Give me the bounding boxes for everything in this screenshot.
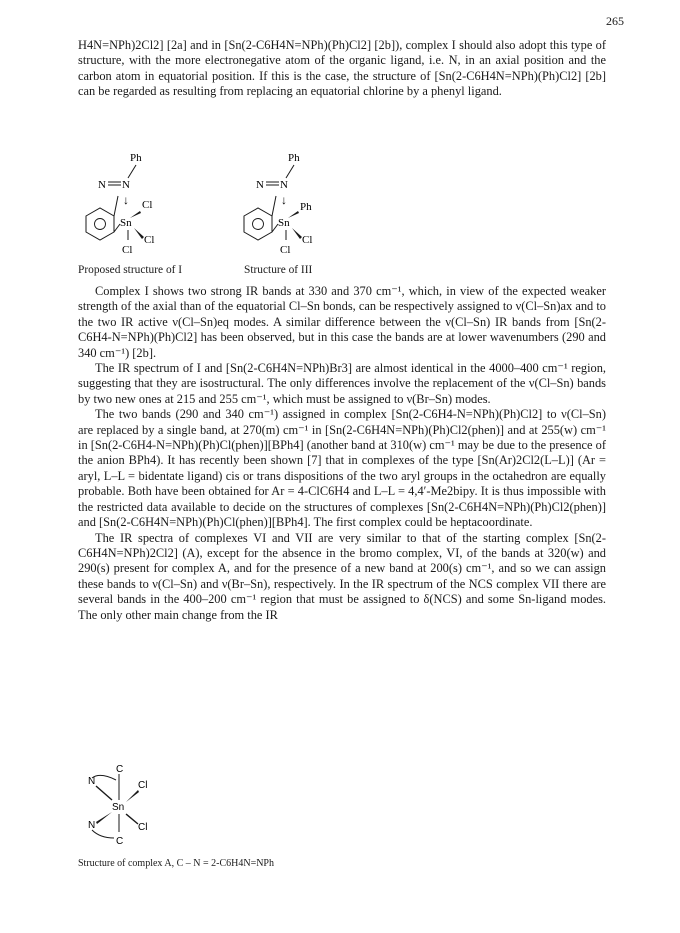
caption-structure-III: Structure of III (244, 264, 313, 276)
body-text-top (78, 38, 606, 100)
structure-proposed-I (86, 152, 154, 256)
atom-label-cl: Cl (122, 244, 133, 256)
atom-label-n: N (280, 179, 288, 191)
atom-label-cl: Cl (144, 234, 155, 246)
body-text-main (78, 284, 606, 623)
atom-label-sn: Sn (278, 217, 290, 229)
caption-complex-A: Structure of complex A, C – N = 2-C6H4N=NPh (78, 858, 274, 869)
arrow-coord: ↓ (281, 193, 287, 207)
figure-tin-structures (78, 148, 378, 273)
atom-label-cl: Cl (302, 234, 313, 246)
atom-label-cl: Cl (142, 199, 153, 211)
arrow-coord: ↓ (123, 193, 129, 207)
figure-complex-A (78, 758, 198, 858)
page-number: 265 (606, 14, 624, 28)
atom-label-n: N (122, 179, 130, 191)
atom-label-n: N (88, 776, 96, 787)
atom-label-n: N (88, 820, 96, 831)
atom-label-n: N (98, 179, 106, 191)
atom-label-sn: Sn (120, 217, 132, 229)
paragraph-ir-2: The IR spectrum of I and [Sn(2-C6H4N=NPh)Br3] are almost identical in the 4000–400 cm⁻¹ region, suggesting that they are isostructural. The only differences involve the replacement of the ν(Cl–Sn) bands by two new ones at 215 and 255 cm⁻¹, which must be assigned to ν(Br–Sn) modes. (78, 361, 606, 406)
paragraph-ir-4: The IR spectra of complexes VI and VII are very similar to that of the starting complex [Sn(2-C6H4N=NPh)2Cl2] (A), except for the absence in the bromo complex, VI, of the bands at 320(w) and 290(s) present for complex A, and for the presence of a new band at 200(s) cm⁻¹, and so we can assign these bands to ν(Cl–Sn) and ν(Br–Sn), respectively. In the IR spectrum of the NCS complex VII there are several bands in the 400–200 cm⁻¹ region that must be assigned to δ(NCS) and some Sn-ligand modes. The only other main change from the IR (78, 530, 606, 622)
atom-label-ph: Ph (300, 201, 312, 213)
atom-label-sn: Sn (112, 802, 125, 813)
paragraph-ir-3: The two bands (290 and 340 cm⁻¹) assigned in complex [Sn(2-C6H4-N=NPh)(Ph)Cl2] to ν(Cl–Sn) are replaced by a single band, at 270(m) cm⁻¹ in [Sn(2-C6H4N=NPh)(Ph)Cl2(phen)] and at 255(w) cm⁻¹ in [Sn(2-C6H4-N=NPh)(Ph)Cl(phen)][BPh4] (another band at 310(w) cm⁻¹ may be due to the presence of the anion BPh4). It has recently been shown [7] that in complexes of the type [Sn(Ar)2Cl2(L–L)] (Ar = aryl, L–L = bidentate ligand) cis or trans dispositions of the two aryl groups in the octahedron are equally probable. Both have been obtained for Ar = 4-ClC6H4 and L–L = 4,4′-Me2bipy. It is thus impossible with the restricted data available to decide on the structures of complexes [Sn(2-C6H4N=NPh)(Ph)Cl2(phen)] and [Sn(2-C6H4N=NPh)(Ph)Cl(phen)][BPh4]. The first complex could be heptacoordinate. (78, 407, 606, 530)
caption-proposed-structure-I: Proposed structure of I (78, 264, 183, 276)
paragraph-ir-1: Complex I shows two strong IR bands at 330 and 370 cm⁻¹, which, in view of the expected weaker strength of the axial than of the equatorial Cl–Sn bonds, can be respectively assigned to ν(Cl–Sn)ax and to the two IR active ν(Cl–Sn)eq modes. A similar difference between the ν(Cl–Sn) IR bands from [Sn(2-C6H4-N=NPh)(Ph)Cl2] has been observed, but in this case the bands are at lower wavenumbers (290 and 340 cm⁻¹) [2b]. (78, 284, 606, 360)
atom-label-c: C (116, 764, 124, 775)
atom-label-cl: Cl (138, 780, 148, 791)
paragraph-intro: H4N=NPh)2Cl2] [2a] and in [Sn(2-C6H4N=NPh)(Ph)Cl2] [2b]), complex I should also adopt this type of structure, with the more electronegative atom of the organic ligand, i.e. N, in an axial position and the carbon atom in equatorial position. If this is the case, the structure of [Sn(2-C6H4N=NPh)(Ph)Cl2] [2b] can be regarded as resulting from replacing an equatorial chlorine by a phenyl ligand. (78, 38, 606, 99)
atom-label-cl: Cl (280, 244, 291, 256)
atom-label-ph: Ph (130, 152, 142, 164)
atom-label-n: N (256, 179, 264, 191)
atom-label-c: C (116, 836, 124, 847)
structure-III (244, 152, 312, 256)
atom-label-ph: Ph (288, 152, 300, 164)
atom-label-cl: Cl (138, 822, 148, 833)
